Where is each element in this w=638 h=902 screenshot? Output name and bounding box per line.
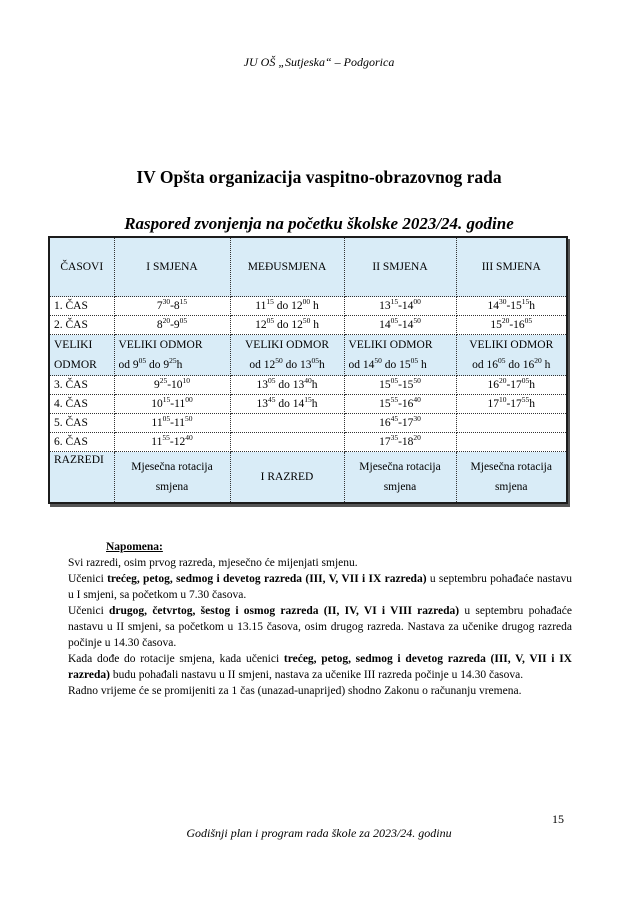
grades-row bbox=[50, 452, 566, 503]
time-cell: $11^{05}-11^{50}$ bbox=[114, 414, 230, 433]
empty-cell bbox=[230, 433, 344, 452]
note-paragraph: Svi razredi, osim prvog razreda, mjesečno će mijenjati smjenu. bbox=[68, 557, 358, 569]
note-paragraph: Učenici trećeg, petog, sedmog i devetog razreda (III, V, VII i IX razreda) u septembru pohađaće nastavu u I smjeni, sa početkom u 7.30 časova. bbox=[68, 573, 572, 601]
row-label: 2. ČAS bbox=[50, 316, 114, 335]
rotation-cell: Mjesečna rotacija smjena bbox=[344, 452, 456, 503]
rotation-cell: Mjesečna rotacija smjena bbox=[114, 452, 230, 503]
row-label: 3. ČAS bbox=[50, 376, 114, 395]
header-i-smjena: I SMJENA bbox=[114, 238, 230, 297]
empty-cell bbox=[456, 433, 566, 452]
time-cell: $10^{15}-11^{00}$ bbox=[114, 395, 230, 414]
break-cell: VELIKI ODMOR od $9^{05}$ do $9^{25}h$ bbox=[114, 335, 230, 376]
grade-cell: I RAZRED bbox=[230, 452, 344, 503]
note-paragraph: Kada dođe do rotacije smjena, kada učenici trećeg, petog, sedmog i devetog razreda (III, V, VII i IX razreda) budu pohađali nastavu u II smjeni, nastava za učenike III razreda počinje u 14.30 časova. bbox=[68, 653, 572, 681]
time-cell: $15^{55}-16^{40}$ bbox=[344, 395, 456, 414]
rotation-cell: Mjesečna rotacija smjena bbox=[456, 452, 566, 503]
row-label: 4. ČAS bbox=[50, 395, 114, 414]
header-iii-smjena: III SMJENA bbox=[456, 238, 566, 297]
time-cell: $12^{05}$ do $12^{50}$ h bbox=[230, 316, 344, 335]
time-cell: $8^{20}-9^{05}$ bbox=[114, 316, 230, 335]
empty-cell bbox=[230, 414, 344, 433]
time-cell: $13^{15}-14^{00}$ bbox=[344, 297, 456, 316]
time-cell: $14^{30}-15^{15}h$ bbox=[456, 297, 566, 316]
row-label: RAZREDI bbox=[50, 452, 114, 503]
section-title: IV Opšta organizacija vaspitno-obrazovnog rada bbox=[136, 167, 502, 187]
time-cell: $17^{35}-18^{20}$ bbox=[344, 433, 456, 452]
page-footer: Godišnji plan i program rada škole za 2023/24. godinu bbox=[186, 826, 452, 840]
header-ii-smjena: II SMJENA bbox=[344, 238, 456, 297]
table-row bbox=[50, 316, 566, 335]
table-row bbox=[50, 433, 566, 452]
break-row bbox=[50, 335, 566, 376]
row-label: 1. ČAS bbox=[50, 297, 114, 316]
page-number: 15 bbox=[552, 812, 564, 826]
time-cell: $15^{05}-15^{50}$ bbox=[344, 376, 456, 395]
note-paragraph: Radno vrijeme će se promijeniti za 1 čas (unazad-unaprijed) shodno Zakonu o računanju vremena. bbox=[68, 685, 522, 697]
empty-cell bbox=[456, 414, 566, 433]
row-label: 5. ČAS bbox=[50, 414, 114, 433]
time-cell: $13^{45}$ do $14^{15}h$ bbox=[230, 395, 344, 414]
time-cell: $14^{05}-14^{50}$ bbox=[344, 316, 456, 335]
bell-schedule-table bbox=[48, 236, 568, 504]
header-medjusmjena: MEĐUSMJENA bbox=[230, 238, 344, 297]
header-casovi: ČASOVI bbox=[50, 238, 114, 297]
table-header-row bbox=[50, 238, 566, 297]
time-cell: $16^{45}-17^{30}$ bbox=[344, 414, 456, 433]
time-cell: $16^{20}-17^{05}h$ bbox=[456, 376, 566, 395]
break-cell: VELIKI ODMOR od $12^{50}$ do $13^{05}h$ bbox=[230, 335, 344, 376]
time-cell: $7^{30}-8^{15}$ bbox=[114, 297, 230, 316]
note-title: Napomena: bbox=[106, 541, 163, 553]
page-header: JU OŠ „Sutjeska“ – Podgorica bbox=[243, 55, 395, 69]
row-label: 6. ČAS bbox=[50, 433, 114, 452]
time-cell: $17^{10}-17^{55}h$ bbox=[456, 395, 566, 414]
note-paragraph: Učenici drugog, četvrtog, šestog i osmog razreda (II, IV, VI i VIII razreda) u septembru pohađaće nastavu u II smjeni, sa početkom u 13.15 časova, osim drugog razreda. Nastava za učenike drugog razreda počinje u 14.30 časova. bbox=[68, 605, 572, 649]
table-row bbox=[50, 376, 566, 395]
table-row bbox=[50, 414, 566, 433]
time-cell: $9^{25}-10^{10}$ bbox=[114, 376, 230, 395]
time-cell: $15^{20}-16^{05}$ bbox=[456, 316, 566, 335]
time-cell: $11^{55}-12^{40}$ bbox=[114, 433, 230, 452]
note-section bbox=[68, 539, 572, 699]
table-row bbox=[50, 297, 566, 316]
row-label: VELIKI ODMOR bbox=[50, 335, 114, 376]
break-cell: VELIKI ODMOR od $14^{50}$ do $15^{05}$ h bbox=[344, 335, 456, 376]
break-cell: VELIKI ODMOR od $16^{05}$ do $16^{20}$ h bbox=[456, 335, 566, 376]
table-row bbox=[50, 395, 566, 414]
schedule-subtitle: Raspored zvonjenja na početku školske 2023/24. godine bbox=[124, 214, 514, 233]
time-cell: $13^{05}$ do $13^{40}h$ bbox=[230, 376, 344, 395]
time-cell: $11^{15}$ do $12^{00}$ h bbox=[230, 297, 344, 316]
